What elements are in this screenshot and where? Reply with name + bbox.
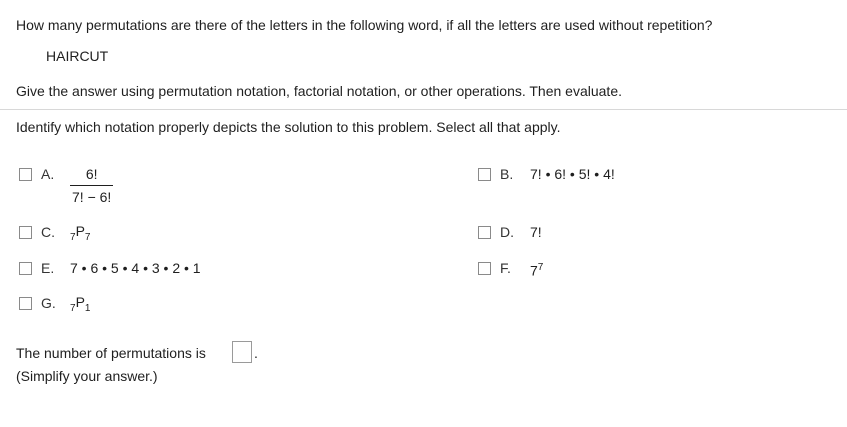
answer-input[interactable]: [232, 341, 252, 363]
option-d-expression: 7!: [530, 224, 542, 240]
option-c-subscript-r: 7: [84, 231, 91, 243]
question-word: HAIRCUT: [46, 48, 109, 64]
option-b-expression: 7! • 6! • 5! • 4!: [530, 166, 615, 182]
option-d-checkbox[interactable]: [478, 226, 491, 239]
part2-period: .: [254, 345, 258, 361]
option-a-numerator: 6!: [85, 166, 98, 182]
part1-prompt: Identify which notation properly depicts the solution to this problem. Select all that apply.: [16, 119, 561, 135]
question-instructions: Give the answer using permutation notation, factorial notation, or other operations. Then evaluate.: [16, 83, 622, 99]
option-a-fraction: [70, 166, 113, 205]
option-a-denominator: 7! − 6!: [72, 189, 112, 205]
option-g-subscript-r: 1: [84, 302, 91, 314]
option-g-expression: [70, 294, 90, 314]
option-f-letter: F.: [500, 260, 511, 276]
option-g-p: P: [75, 294, 85, 310]
option-f-checkbox[interactable]: [478, 262, 491, 275]
option-g-letter: G.: [41, 295, 56, 311]
option-d-letter: D.: [500, 224, 514, 240]
fraction-bar: [70, 185, 113, 186]
option-b-letter: B.: [500, 166, 514, 182]
option-g-subscript-n: 7: [70, 302, 76, 314]
option-c-checkbox[interactable]: [19, 226, 32, 239]
option-a-letter: A.: [41, 166, 55, 182]
part2-hint: (Simplify your answer.): [16, 368, 158, 384]
option-b-checkbox[interactable]: [478, 168, 491, 181]
option-e-letter: E.: [41, 260, 55, 276]
option-c-p: P: [75, 223, 85, 239]
question-prompt: How many permutations are there of the letters in the following word, if all the letters are used without repetition?: [16, 17, 713, 33]
option-e-expression: 7 • 6 • 5 • 4 • 3 • 2 • 1: [70, 260, 201, 276]
option-a-checkbox[interactable]: [19, 168, 32, 181]
option-g-checkbox[interactable]: [19, 297, 32, 310]
option-f-exponent: 7: [537, 262, 544, 273]
option-e-checkbox[interactable]: [19, 262, 32, 275]
option-f-expression: [530, 262, 543, 279]
part2-prompt: The number of permutations is: [16, 345, 206, 361]
option-c-letter: C.: [41, 224, 55, 240]
option-c-expression: [70, 223, 90, 243]
divider: [0, 109, 847, 110]
option-f-base: 7: [530, 262, 538, 279]
option-c-subscript-n: 7: [70, 231, 76, 243]
